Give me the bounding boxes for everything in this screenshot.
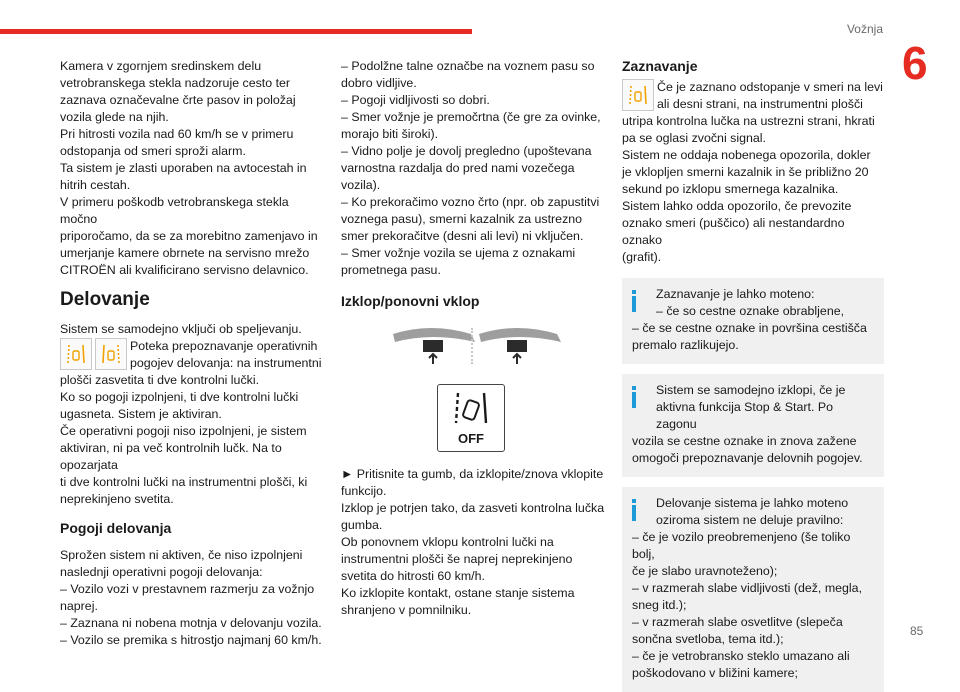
- operation-lead: Sistem se samodejno vključi ob speljevanju.: [60, 322, 302, 336]
- lane-departure-icon: [452, 391, 490, 425]
- steering-wheel-right-icon: [477, 326, 563, 366]
- off-button-figure: [341, 326, 611, 466]
- lane-departure-warning-icon: [622, 79, 654, 111]
- section-title: Vožnja: [846, 22, 883, 36]
- detection-icon-text: Če je zaznano odstopanje v smeri na levi ali desni strani, na instrumentni plošči: [657, 80, 883, 111]
- column-left: [60, 58, 326, 649]
- lane-warning-left-icon: [60, 338, 92, 370]
- lane-assist-off-button[interactable]: [437, 384, 505, 452]
- warning-lights-text: Poteka prepoznavanje operativnih pogojev delovanja: na instrumentni: [130, 339, 322, 370]
- switch-heading: Izklop/ponovni vklop: [341, 293, 480, 309]
- operation-heading: Delovanje: [60, 289, 150, 310]
- chapter-color-bar: [0, 29, 472, 34]
- figure-divider: [471, 328, 473, 364]
- info-icon: [632, 290, 636, 312]
- info-note-stop-start: Sistem se samodejno izklopi, če je aktivna funkcija Stop & Start. Po zagonu vozila se cestne oznake in znova zažene omogoči prepoznavanje delovnih pogojev.: [622, 374, 884, 477]
- intro-paragraph: Kamera v zgornjem sredinskem delu vetrobranskega stekla nadzoruje cesto ter zaznava označevalne črte pasov in položaj vozila glede na njih. Pri hitrosti vozila nad 60 km/h se v primeru odstopanja od smeri sproži alarm. Ta sistem je zlasti uporaben na avtocestah in hitrih cestah. V primeru poškodb vetrobranskega stekla močno priporočamo, da se za morebitno zamenjavo in umerjanje kamere obrnete na servisno mrežo CITROËN ali kvalificirano servisno delavnico.: [60, 59, 318, 277]
- off-label: OFF: [458, 431, 484, 446]
- steering-wheel-left-icon: [391, 326, 477, 366]
- info-icon: [632, 386, 636, 408]
- column-right: [622, 58, 884, 692]
- info-note-malfunction: Delovanje sistema je lahko moteno oziroma sistem ne deluje pravilno: – če je vozilo preobremenjeno (še toliko bolj, če je slabo uravnoteženo); – v razmerah slabe vidljivosti (dež, megla, sneg itd.); – v razmerah slabe osvetlitve (slepeča sončna svetloba, tema itd.); – če je vetrobransko steklo umazano ali poškodovano v bližini kamere;: [622, 487, 884, 692]
- info-note-detection: Zaznavanje je lahko moteno: – če so cestne oznake obrabljene, – če se cestne oznake in površina cestišča premalo razlikujejo.: [622, 278, 884, 364]
- detection-paragraph: utripa kontrolna lučka na ustrezni strani, hkrati pa se oglasi zvočni signal. Sistem ne oddaja nobenega opozorila, dokler je vklopljen smerni kazalnik in še približno 20 sekund po izklopu smernega kazalnika. Sistem lahko odda opozorilo, če prevozite oznako smeri (puščico) ali nestandardno oznako (grafit).: [622, 114, 875, 264]
- conditions-list: – Podolžne talne označbe na voznem pasu so dobro vidljive. – Pogoji vidljivosti so dobri. – Smer vožnje je premočrtna (če gre za ovinke, morajo biti široki). – Vidno polje je dovolj pregledno (upoštevana varnostna razdalja do pred nami vozečega vozila). – Ko prekoračimo vozno črto (npr. ob zapustitvi voznega pasu), smerni kazalnik za ustrezno smer prekoračitve (desni ali levi) ni vključen. – Smer vožnje vozila se ujema z oznakami prometnega pasu.: [341, 59, 601, 277]
- detection-row: [622, 79, 884, 113]
- conditions-heading: Pogoji delovanja: [60, 520, 172, 536]
- switch-instructions: ► Pritisnite ta gumb, da izklopite/znova vklopite funkcijo. Izklop je potrjen tako, da zasveti kontrolna lučka gumba. Ob ponovnem vklopu kontrolni lučki na instrumentni plošči še naprej neprekinjeno svetita do hitrosti 60 km/h. Ko izklopite kontakt, ostane stanje sistema shranjeno v pomnilniku.: [341, 467, 605, 617]
- column-middle: [341, 58, 611, 619]
- conditions-paragraph: Sprožen sistem ni aktiven, če niso izpolnjeni naslednji operativni pogoji delovanja: – Vozilo vozi v prestavnem razmerju za vožnjo naprej. – Zaznana ni nobena motnja v delovanju vozila. – Vozilo se premika s hitrostjo najmanj 60 km/h.: [60, 548, 322, 647]
- page-number: 85: [910, 624, 924, 638]
- chapter-number: 6: [902, 37, 928, 89]
- lane-warning-right-icon: [95, 338, 127, 370]
- warning-lights-row: [60, 338, 326, 372]
- operation-paragraph: plošči zasvetita ti dve kontrolni lučki. Ko so pogoji izpolnjeni, ti dve kontrolni lučki ugasneta. Sistem je aktiviran. Če operativni pogoji niso izpolnjeni, je sistem aktiviran, ni pa več kontrolnih lučk. Na to opozarjata ti dve kontrolni lučki na instrumentni plošči, ki neprekinjeno svetita.: [60, 373, 308, 506]
- detection-heading: Zaznavanje: [622, 58, 698, 74]
- info-icon: [632, 499, 636, 521]
